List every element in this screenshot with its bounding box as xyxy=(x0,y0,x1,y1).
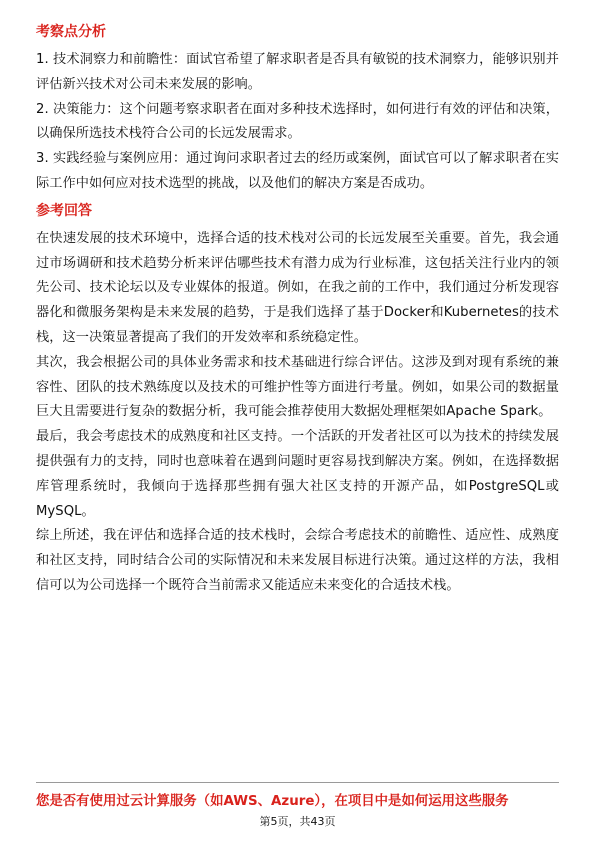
next-question-heading: 您是否有使用过云计算服务（如AWS、Azure），在项目中是如何运用这些服务 xyxy=(36,794,509,809)
analysis-item-3: 3. 实践经验与案例应用：通过询问求职者过去的经历或案例，面试官可以了解求职者在实际工作中如何应对技术选型的挑战，以及他们的解决方案是否成功。 xyxy=(36,151,559,191)
answer-paragraph-1: 在快速发展的技术环境中，选择合适的技术栈对公司的长远发展至关重要。首先，我会通过市场调研和技术趋势分析来评估哪些技术有潜力成为行业标准，这包括关注行业内的领先公司、技术论坛以及专业媒体的报道。例如，在我之前的工作中，我们通过分析发现容器化和微服务架构是未来发展的趋势，于是我们选择了基于Docker和Kubernetes的技术栈，这一决策显著提高了我们的开发效率和系统稳定性。 xyxy=(36,230,559,345)
section-heading-reference-answer: 参考回答 xyxy=(36,202,92,219)
answer-paragraph-2: 其次，我会根据公司的具体业务需求和技术基础进行综合评估。这涉及到对现有系统的兼容性、团队的技术熟练度以及技术的可维护性等方面进行考量。例如，如果公司的数据量巨大且需要进行复杂的数据分析，我可能会推荐使用大数据处理框架如Apache Spark。 xyxy=(36,354,559,420)
analysis-item-2: 2. 决策能力：这个问题考察求职者在面对多种技术选择时，如何进行有效的评估和决策，以确保所选技术栈符合公司的长远发展需求。 xyxy=(36,101,559,142)
section-heading-analysis: 考察点分析 xyxy=(36,24,106,40)
answer-paragraph-4: 综上所述，我在评估和选择合适的技术栈时，会综合考虑技术的前瞻性、适应性、成熟度和社区支持，同时结合公司的实际情况和未来发展目标进行决策。通过这样的方法，我相信可以为公司选择一个既符合当前需求又能适应未来变化的合适技术栈。 xyxy=(36,528,559,593)
analysis-item-1: 1. 技术洞察力和前瞻性：面试官希望了解求职者是否具有敏锐的技术洞察力，能够识别并评估新兴技术对公司未来发展的影响。 xyxy=(36,52,559,92)
reference-answer-section xyxy=(36,201,559,599)
page-content xyxy=(36,22,559,599)
page-number-footer: 第5页，共43页 xyxy=(259,815,336,828)
divider-line xyxy=(36,782,559,783)
analysis-section xyxy=(36,22,559,197)
answer-paragraph-3: 最后，我会考虑技术的成熟度和社区支持。一个活跃的开发者社区可以为技术的持续发展提供强有力的支持，同时也意味着在遇到问题时更容易找到解决方案。例如，在选择数据库管理系统时，我倾向于选择那些拥有强大社区支持的开源产品，如PostgreSQL或MySQL。 xyxy=(36,429,559,519)
